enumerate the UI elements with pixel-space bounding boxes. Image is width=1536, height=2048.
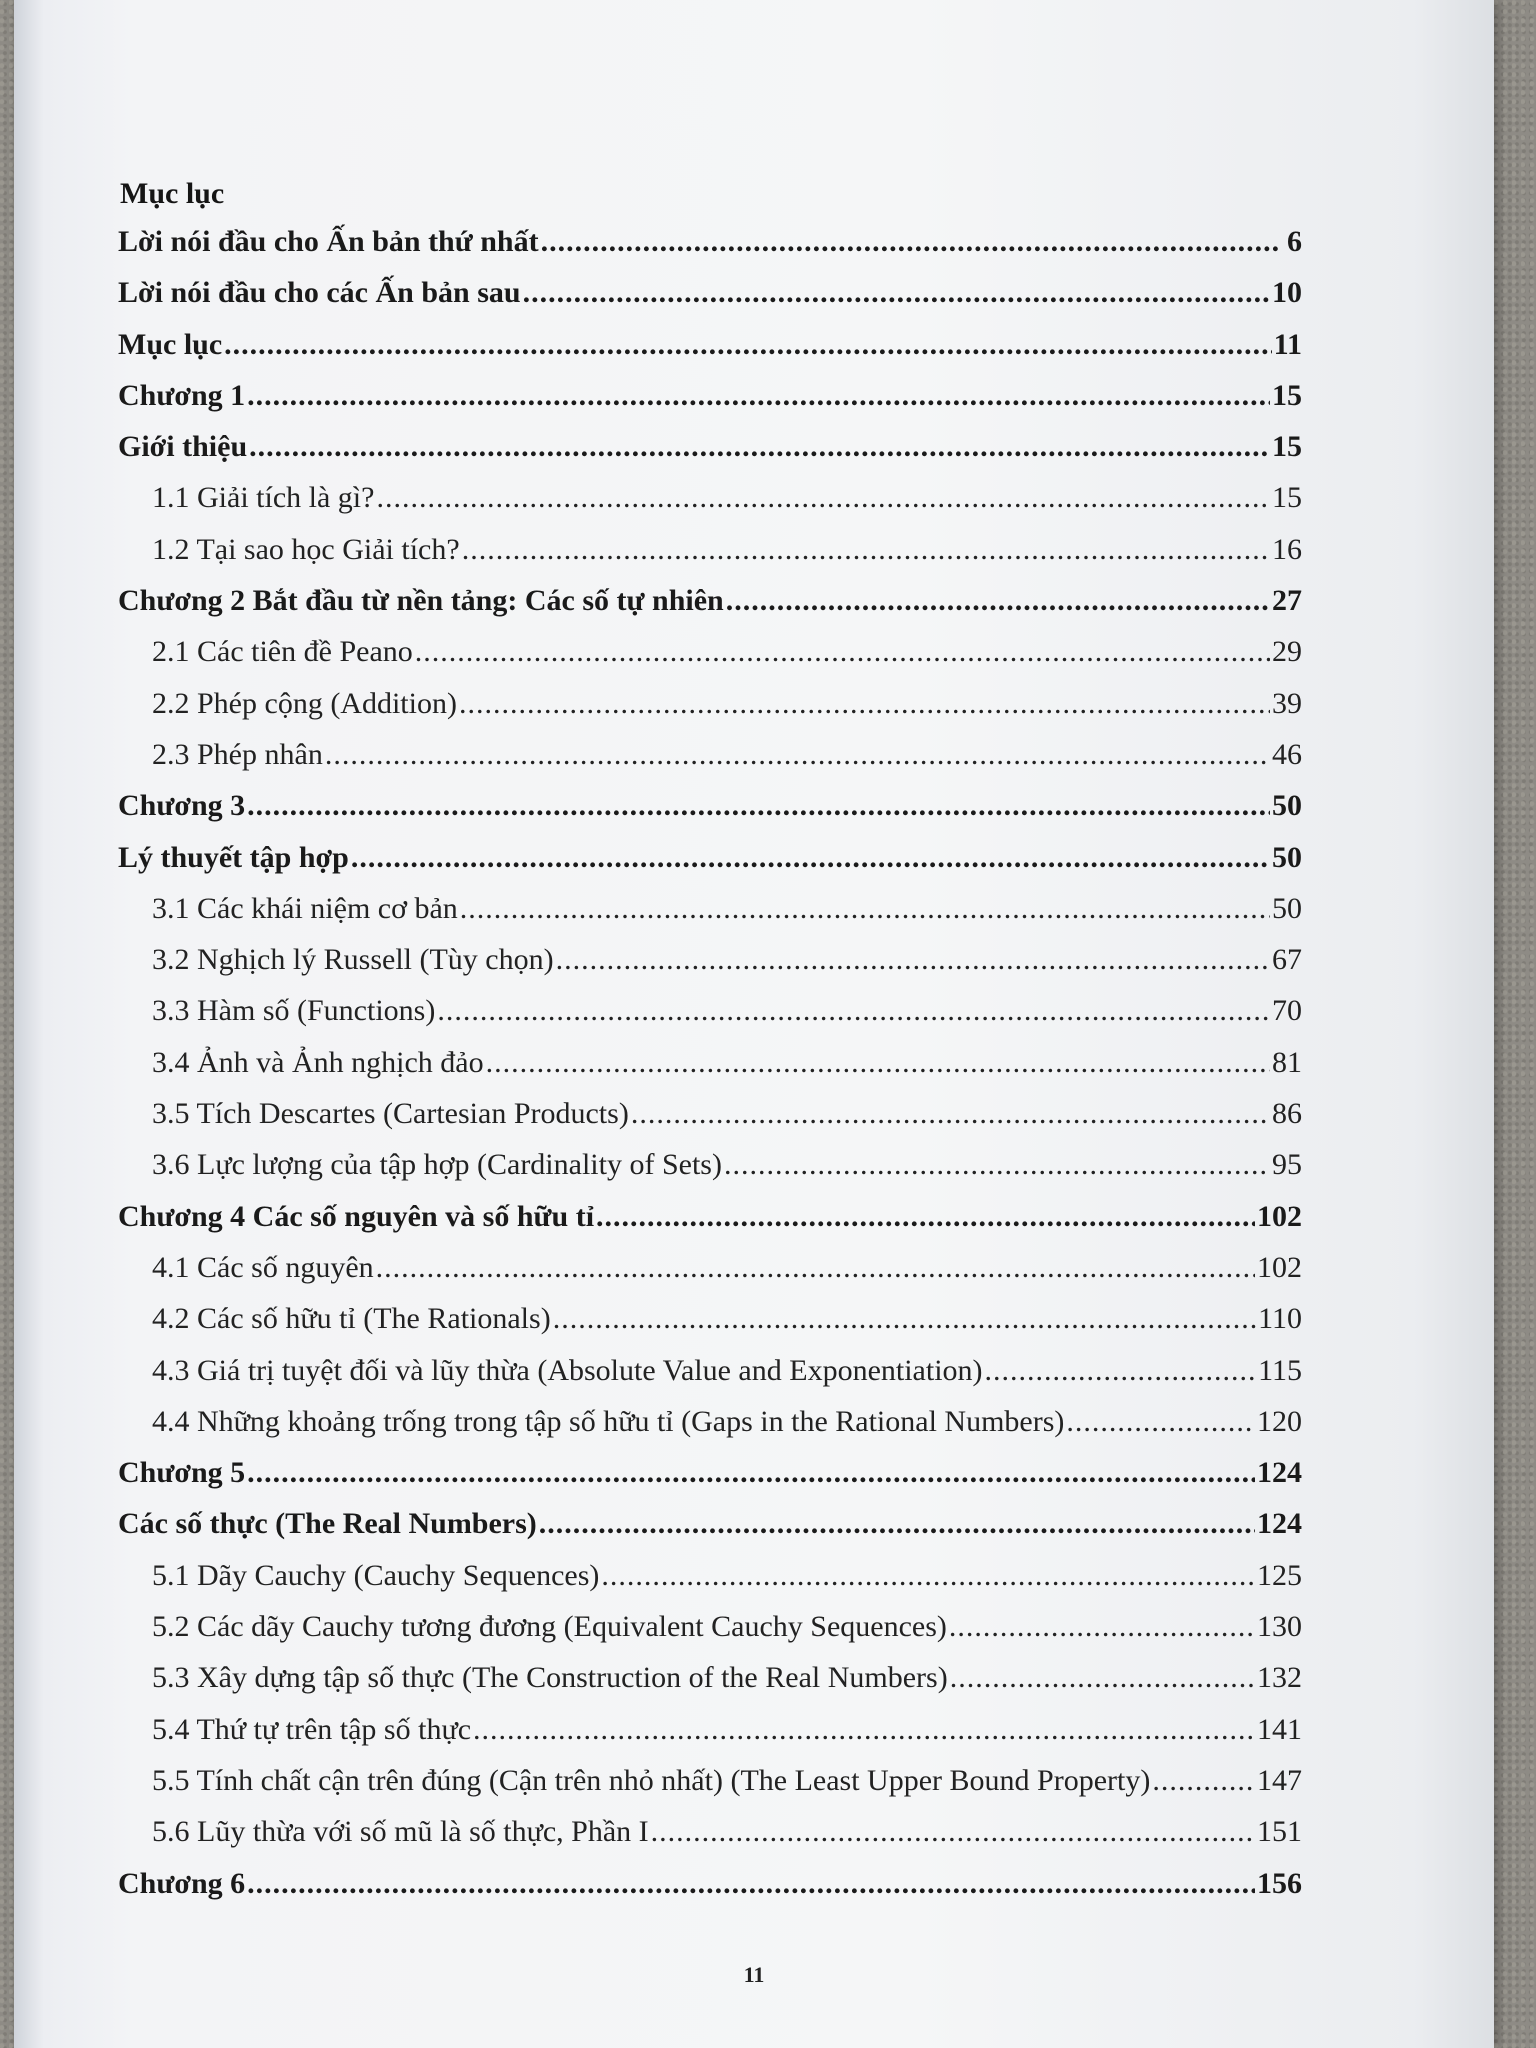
toc-entry bbox=[110, 1396, 1302, 1447]
toc-entry bbox=[110, 1498, 1302, 1549]
toc-entry-page: 110 bbox=[1258, 1302, 1302, 1336]
toc-entry bbox=[110, 1242, 1302, 1293]
toc-dot-leader bbox=[459, 678, 1270, 729]
toc-entry-page: 39 bbox=[1272, 686, 1302, 720]
toc-entry-page: 27 bbox=[1272, 584, 1302, 618]
toc-entry-page: 86 bbox=[1272, 1097, 1302, 1131]
toc-entry-label: 5.5 Tính chất cận trên đúng (Cận trên nhỏ nhất) (The Least Upper Bound Property) bbox=[152, 1763, 1151, 1797]
toc-dot-leader bbox=[325, 729, 1270, 780]
toc-entry bbox=[110, 575, 1302, 626]
toc-dot-leader bbox=[376, 1242, 1255, 1293]
toc-entry-label: 3.2 Nghịch lý Russell (Tùy chọn) bbox=[152, 943, 554, 977]
toc-entry bbox=[110, 780, 1302, 831]
toc-dot-leader bbox=[1066, 1396, 1255, 1447]
toc-dot-leader bbox=[631, 1088, 1270, 1139]
toc-entry-label: Chương 6 bbox=[118, 1866, 246, 1900]
toc-dot-leader bbox=[539, 1498, 1255, 1549]
document-page bbox=[14, 0, 1494, 2048]
toc-dot-leader bbox=[247, 1858, 1255, 1909]
toc-entry bbox=[110, 985, 1302, 1036]
toc-entry bbox=[110, 1037, 1302, 1088]
toc-entry-label: 5.6 Lũy thừa với số mũ là số thực, Phần I bbox=[152, 1815, 649, 1849]
toc-entry-label: 3.1 Các khái niệm cơ bản bbox=[152, 891, 458, 925]
toc-dot-leader bbox=[376, 472, 1270, 523]
toc-entry-page: 102 bbox=[1257, 1199, 1302, 1233]
toc-list bbox=[110, 216, 1302, 1909]
toc-entry-label: Chương 1 bbox=[118, 378, 246, 412]
toc-entry-label: 1.1 Giải tích là gì? bbox=[152, 481, 375, 515]
toc-title: Mục lục bbox=[120, 177, 225, 210]
toc-entry-label: 5.2 Các dãy Cauchy tương đương (Equivalent Cauchy Sequences) bbox=[152, 1610, 947, 1644]
toc-entry-page: 125 bbox=[1257, 1558, 1302, 1592]
toc-entry-label: Lời nói đầu cho các Ấn bản sau bbox=[118, 276, 521, 310]
toc-dot-leader bbox=[651, 1806, 1255, 1857]
toc-entry bbox=[110, 1550, 1302, 1601]
toc-dot-leader bbox=[950, 1652, 1255, 1703]
toc-entry-label: Lý thuyết tập hợp bbox=[118, 840, 349, 874]
toc-entry-page: 115 bbox=[1258, 1353, 1302, 1387]
toc-entry-page: 120 bbox=[1257, 1404, 1302, 1438]
toc-entry-label: 3.3 Hàm số (Functions) bbox=[152, 994, 436, 1028]
toc-entry-label: Chương 3 bbox=[118, 789, 246, 823]
toc-entry-page: 11 bbox=[1273, 327, 1302, 361]
toc-entry-page: 50 bbox=[1272, 840, 1302, 874]
toc-entry-page: 124 bbox=[1257, 1507, 1302, 1541]
toc-entry-label: 4.3 Giá trị tuyệt đối và lũy thừa (Absolute Value and Exponentiation) bbox=[152, 1353, 983, 1387]
toc-entry-label: 5.3 Xây dựng tập số thực (The Construction of the Real Numbers) bbox=[152, 1661, 948, 1695]
toc-entry bbox=[110, 1191, 1302, 1242]
toc-entry-page: 16 bbox=[1272, 532, 1302, 566]
table-of-contents bbox=[110, 172, 1302, 1909]
toc-entry-page: 29 bbox=[1272, 635, 1302, 669]
toc-entry-page: 46 bbox=[1272, 737, 1302, 771]
toc-entry-label: 4.1 Các số nguyên bbox=[152, 1250, 374, 1284]
toc-entry bbox=[110, 1139, 1302, 1190]
toc-entry bbox=[110, 1652, 1302, 1703]
toc-entry-label: 5.4 Thứ tự trên tập số thực bbox=[152, 1712, 472, 1746]
toc-entry bbox=[110, 267, 1302, 318]
toc-entry-page: 70 bbox=[1272, 994, 1302, 1028]
toc-entry bbox=[110, 1806, 1302, 1857]
toc-dot-leader bbox=[247, 370, 1270, 421]
toc-entry-page: 130 bbox=[1257, 1610, 1302, 1644]
toc-entry-label: 3.6 Lực lượng của tập hợp (Cardinality of Sets) bbox=[152, 1148, 722, 1182]
toc-entry bbox=[110, 1858, 1302, 1909]
toc-dot-leader bbox=[247, 1447, 1255, 1498]
toc-entry-label: 2.1 Các tiên đề Peano bbox=[152, 635, 413, 669]
toc-entry bbox=[110, 370, 1302, 421]
toc-entry bbox=[110, 1345, 1302, 1396]
toc-entry-label: 2.2 Phép cộng (Addition) bbox=[152, 686, 457, 720]
toc-entry-label: 1.2 Tại sao học Giải tích? bbox=[152, 532, 460, 566]
toc-entry bbox=[110, 1704, 1302, 1755]
toc-dot-leader bbox=[726, 575, 1270, 626]
toc-entry bbox=[110, 934, 1302, 985]
toc-entry-label: Lời nói đầu cho Ấn bản thứ nhất bbox=[118, 225, 539, 258]
toc-entry bbox=[110, 1293, 1302, 1344]
toc-dot-leader bbox=[724, 1139, 1270, 1190]
toc-entry-page: 15 bbox=[1272, 378, 1302, 412]
toc-dot-leader bbox=[541, 216, 1280, 267]
toc-entry bbox=[110, 1755, 1302, 1806]
toc-entry-page: 124 bbox=[1257, 1456, 1302, 1490]
toc-dot-leader bbox=[460, 883, 1270, 934]
toc-entry-label: 3.4 Ảnh và Ảnh nghịch đảo bbox=[152, 1045, 484, 1079]
toc-dot-leader bbox=[415, 626, 1270, 677]
toc-dot-leader bbox=[556, 934, 1270, 985]
toc-entry-label: Giới thiệu bbox=[118, 430, 248, 464]
toc-dot-leader bbox=[523, 267, 1270, 318]
toc-entry bbox=[110, 1088, 1302, 1139]
toc-entry bbox=[110, 626, 1302, 677]
toc-dot-leader bbox=[596, 1191, 1255, 1242]
toc-entry-page: 15 bbox=[1272, 481, 1302, 515]
toc-entry bbox=[110, 472, 1302, 523]
toc-entry-label: Mục lục bbox=[118, 327, 223, 361]
toc-entry-page: 81 bbox=[1272, 1045, 1302, 1079]
toc-entry-page: 50 bbox=[1272, 789, 1302, 823]
toc-entry-page: 132 bbox=[1257, 1661, 1302, 1695]
page-number: 11 bbox=[743, 1962, 765, 1987]
toc-dot-leader bbox=[1152, 1755, 1255, 1806]
toc-entry-label: Chương 5 bbox=[118, 1456, 246, 1490]
toc-dot-leader bbox=[247, 780, 1270, 831]
toc-dot-leader bbox=[351, 832, 1270, 883]
toc-entry-label: 4.4 Những khoảng trống trong tập số hữu tỉ (Gaps in the Rational Numbers) bbox=[152, 1404, 1065, 1438]
toc-entry-page: 10 bbox=[1272, 276, 1302, 310]
toc-entry bbox=[110, 883, 1302, 934]
toc-entry-label: 5.1 Dãy Cauchy (Cauchy Sequences) bbox=[152, 1558, 600, 1592]
toc-entry-page: 6 bbox=[1287, 225, 1302, 258]
toc-entry-page: 102 bbox=[1257, 1250, 1302, 1284]
toc-entry bbox=[110, 1447, 1302, 1498]
toc-dot-leader bbox=[985, 1345, 1257, 1396]
toc-entry-label: 3.5 Tích Descartes (Cartesian Products) bbox=[152, 1097, 629, 1131]
toc-entry bbox=[110, 421, 1302, 472]
toc-entry bbox=[110, 1601, 1302, 1652]
toc-entry-page: 147 bbox=[1257, 1763, 1302, 1797]
toc-entry-label: 2.3 Phép nhân bbox=[152, 737, 323, 771]
toc-entry-label: 4.2 Các số hữu tỉ (The Rationals) bbox=[152, 1302, 551, 1336]
toc-entry-page: 50 bbox=[1272, 891, 1302, 925]
toc-entry bbox=[110, 319, 1302, 370]
toc-entry bbox=[110, 524, 1302, 575]
toc-dot-leader bbox=[553, 1293, 1256, 1344]
toc-dot-leader bbox=[949, 1601, 1255, 1652]
toc-entry-label: Chương 4 Các số nguyên và số hữu tỉ bbox=[118, 1199, 595, 1233]
toc-entry bbox=[110, 832, 1302, 883]
toc-entry-page: 95 bbox=[1272, 1148, 1302, 1182]
toc-entry-page: 67 bbox=[1272, 943, 1302, 977]
toc-dot-leader bbox=[473, 1704, 1255, 1755]
toc-entry-page: 141 bbox=[1257, 1712, 1302, 1746]
toc-dot-leader bbox=[249, 421, 1270, 472]
toc-dot-leader bbox=[601, 1550, 1255, 1601]
toc-entry bbox=[110, 678, 1302, 729]
toc-entry-label: Các số thực (The Real Numbers) bbox=[118, 1507, 537, 1541]
toc-dot-leader bbox=[224, 319, 1271, 370]
toc-dot-leader bbox=[437, 985, 1270, 1036]
toc-entry-page: 151 bbox=[1257, 1815, 1302, 1849]
toc-entry-label: Chương 2 Bắt đầu từ nền tảng: Các số tự nhiên bbox=[118, 584, 724, 618]
toc-entry-page: 156 bbox=[1257, 1866, 1302, 1900]
toc-dot-leader bbox=[486, 1037, 1270, 1088]
toc-entry bbox=[110, 729, 1302, 780]
toc-entry bbox=[110, 216, 1302, 267]
toc-dot-leader bbox=[462, 524, 1270, 575]
toc-entry-page: 15 bbox=[1272, 430, 1302, 464]
